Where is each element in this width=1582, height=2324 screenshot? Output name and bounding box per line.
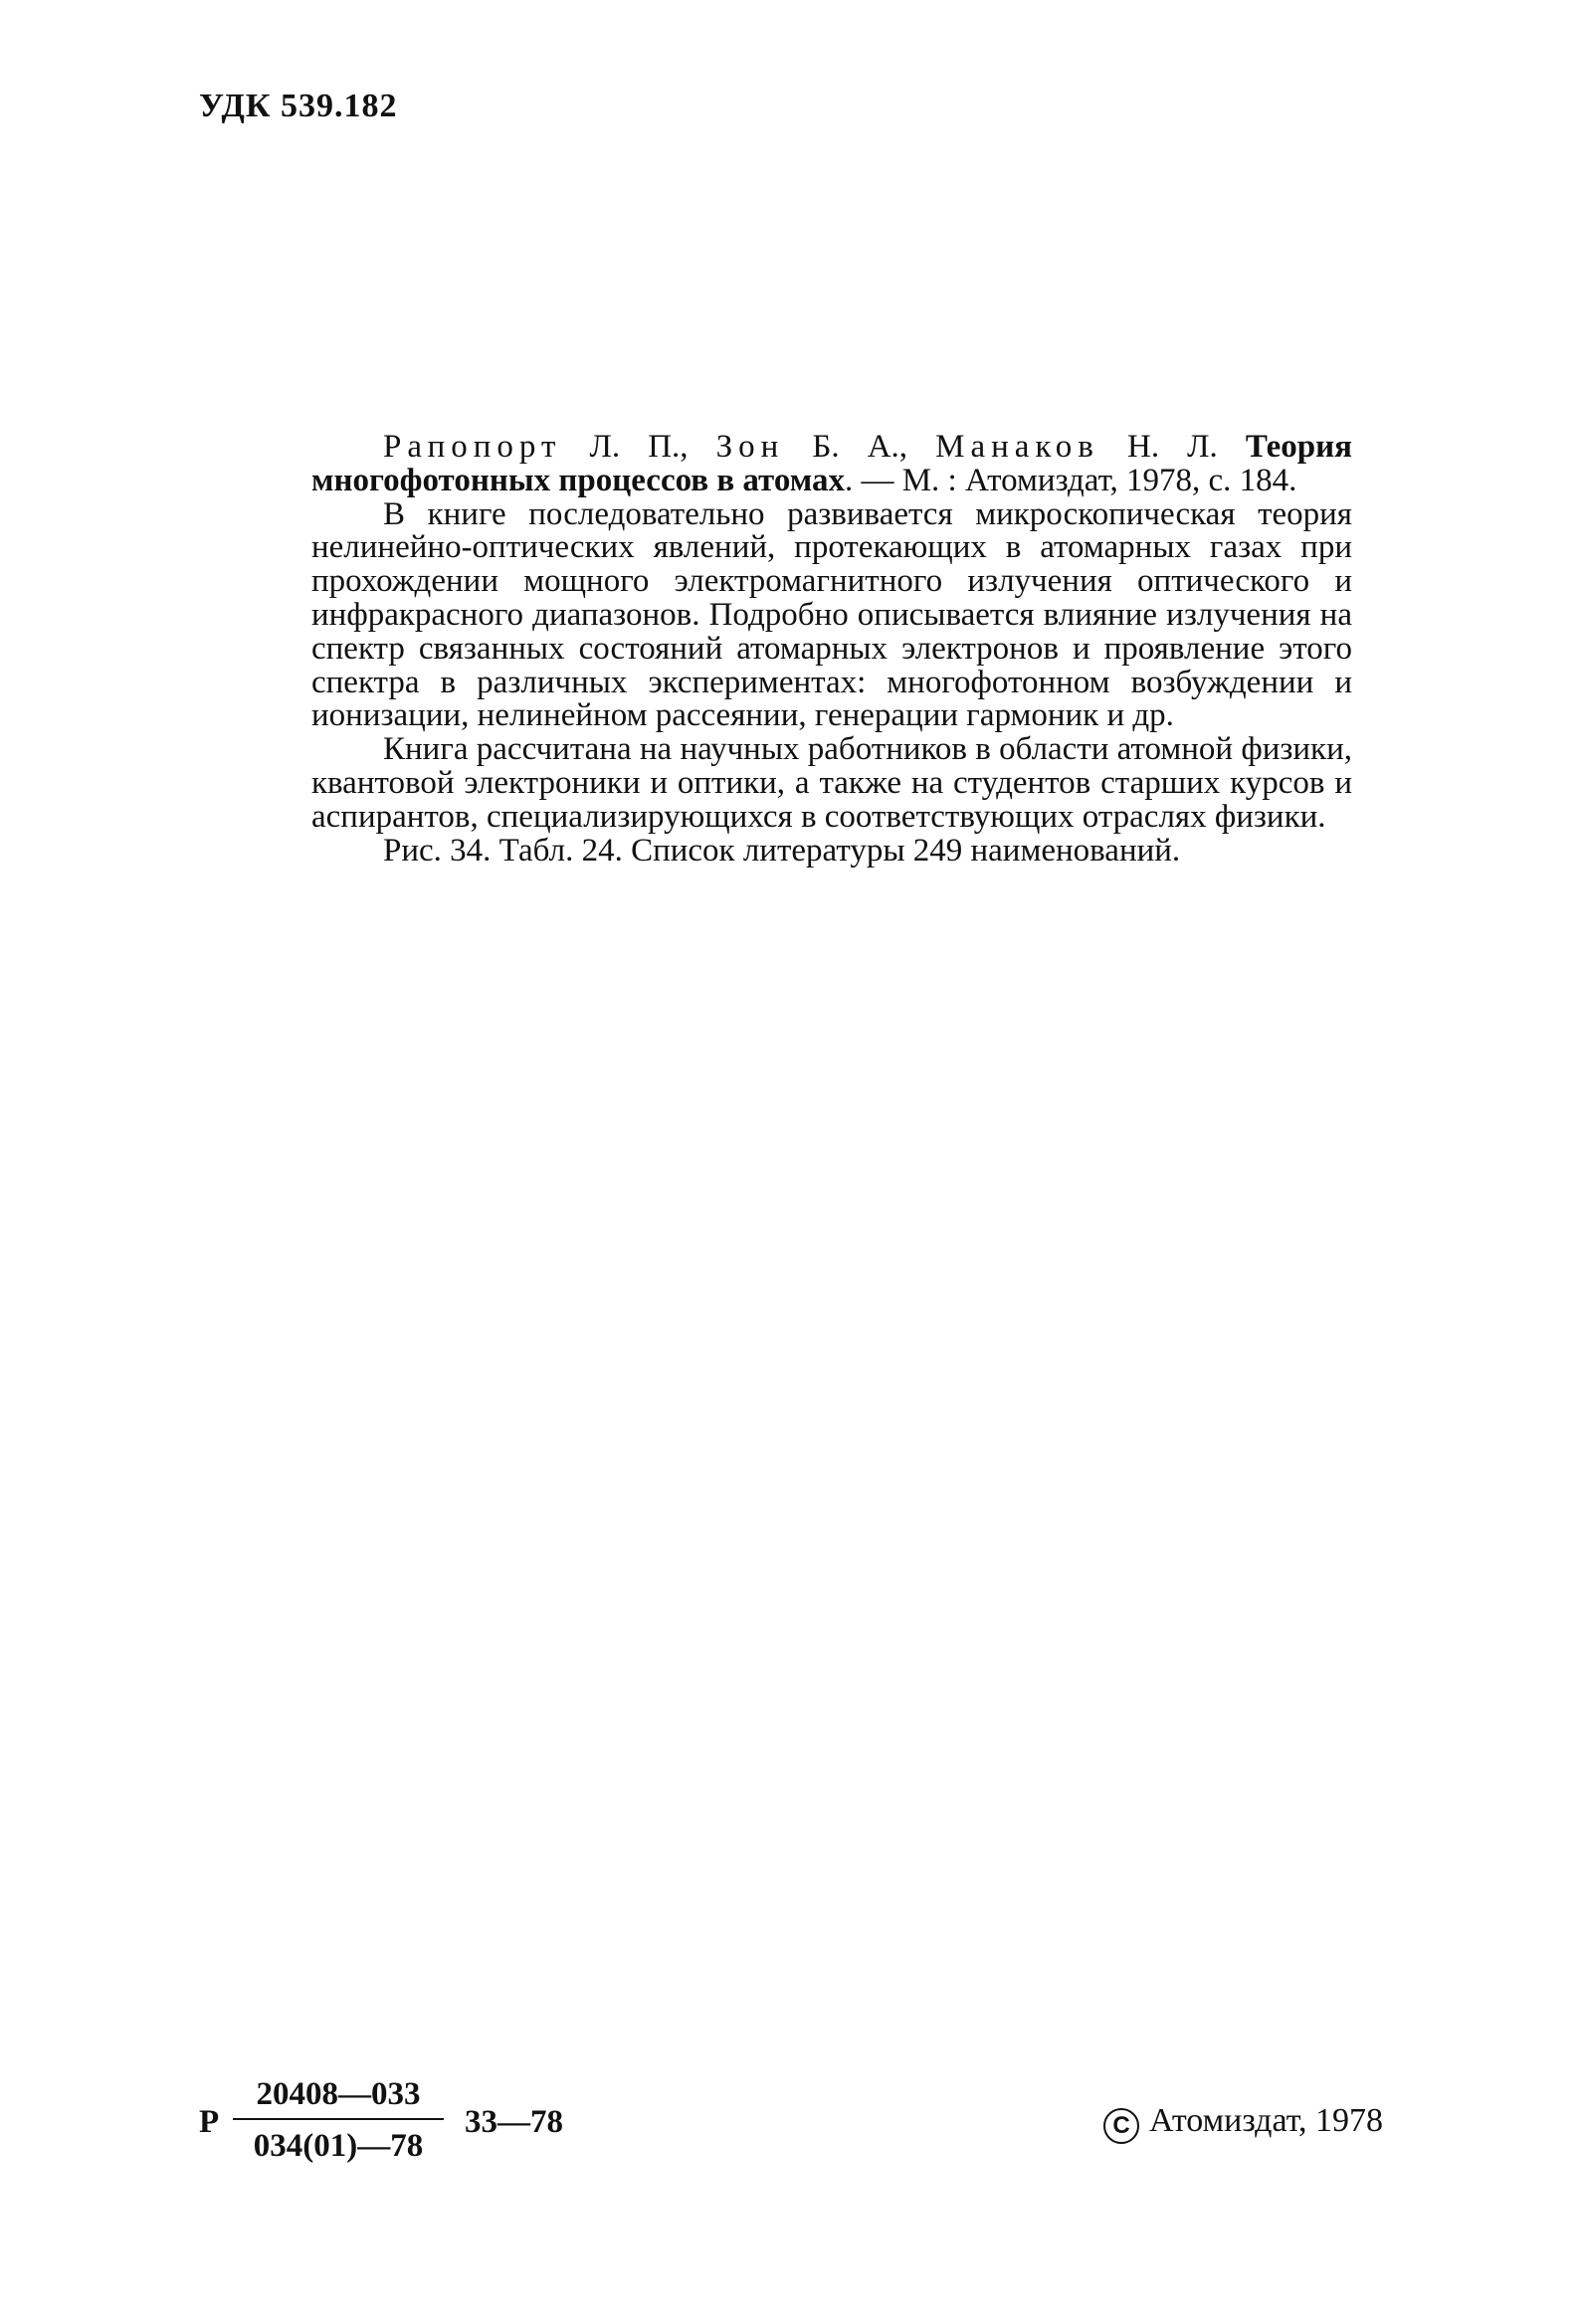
publisher-info: . — М. : Атомиздат, 1978, с. 184. (844, 462, 1297, 498)
annotation-block (311, 431, 1352, 868)
book-title: Теория многофотонных процессов в атомах (311, 429, 1353, 498)
author-initials: Н. Л. (1098, 429, 1218, 465)
author-name: Рапопорт (383, 429, 562, 465)
stats-paragraph: Рис. 34. Табл. 24. Список литературы 249 наименований. (383, 832, 1181, 869)
index-letter: Р (199, 2104, 220, 2140)
imprint-footer (199, 2074, 1383, 2169)
series-number: 33—78 (465, 2104, 563, 2140)
copyright-notice (1103, 2102, 1383, 2144)
index-numerator: 20408—033 (256, 2076, 421, 2112)
index-denominator: 034(01)—78 (253, 2128, 424, 2164)
author-initials: Л. П., (561, 429, 689, 465)
abstract-paragraph: В книге последовательно развивается микроскопическая теория нелинейно-оптических явлений, протекающих в атомарных газах при прохождении мощного электромагнитного излучения оптического и инфракрасного диапазонов. Подробно описывается влияние излучения на спектр связанных состояний атомарных электронов и проявление этого спектра в различных экспериментах: многофотонном возбуждении и ионизации, нелинейном рассеянии, генерации гармоник и др. (311, 495, 1352, 734)
author-initials: Б. А., (784, 429, 908, 465)
author-name: Зон (715, 429, 785, 465)
index-fraction (233, 2074, 444, 2166)
audience-paragraph: Книга рассчитана на научных работников в области атомной физики, квантовой электроники и оптики, а также на студентов старших курсов и аспирантов, специализирующихся в соответствующих отраслях физики. (311, 731, 1352, 835)
copyright-icon: C (1103, 2108, 1139, 2144)
author-name: Манаков (935, 429, 1099, 465)
fraction-bar (233, 2118, 444, 2120)
bibliographic-citation (311, 431, 1352, 498)
copyright-text: Атомиздат, 1978 (1149, 2102, 1383, 2139)
udk-code: УДК 539.182 (199, 88, 398, 124)
